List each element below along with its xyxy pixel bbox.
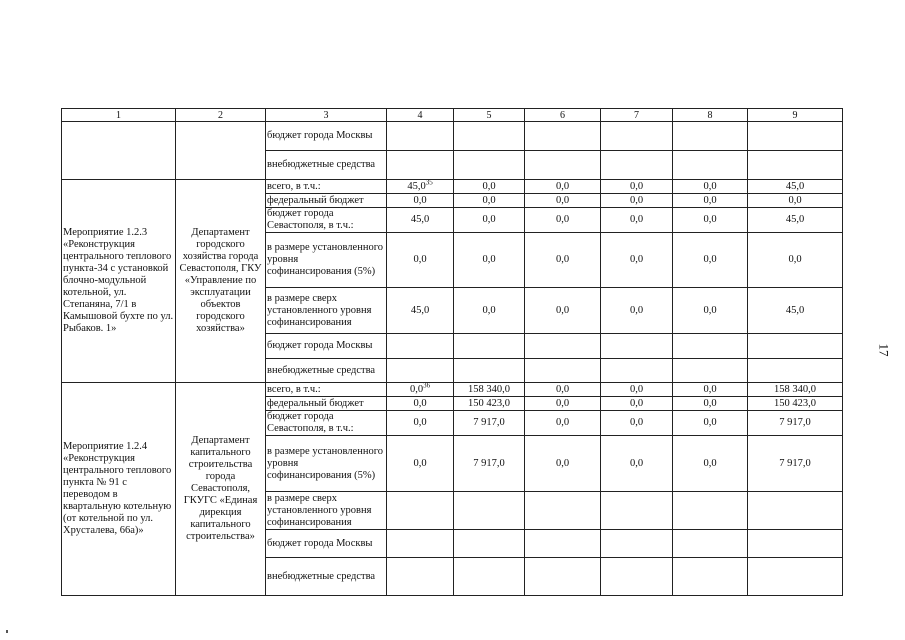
value-text: 0,0 [482,304,496,316]
value-cell [387,180,454,194]
value-text: 45,0 [407,180,426,192]
value-cell [748,180,843,194]
header-cell: 6 [525,109,601,122]
value-text: 0,0 [703,180,717,192]
measure-title-cell: Мероприятие 1.2.4 «Реконструкция центрального теплового пункта № 91 с переводом в квартальную котельную (от котельной по ул. Хрусталева, 66а)» [62,383,176,596]
value-text: 0,0 [555,457,570,469]
value-cell [673,397,748,411]
value-cell [387,334,454,359]
value-cell [387,397,454,411]
value-cell [601,288,673,334]
value-cell [601,411,673,436]
value-text: 0,0 [555,194,570,206]
header-cell: 3 [266,109,387,122]
value-cell [525,151,601,180]
value-cell [454,492,525,530]
value-cell [748,208,843,233]
value-text: 150 423,0 [468,397,510,409]
table-row [62,122,843,151]
value-cell [525,411,601,436]
value-cell [525,194,601,208]
header-cell: 9 [748,109,843,122]
value-cell [454,530,525,558]
value-text: 0,0 [413,417,427,428]
value-text: 0,0 [629,383,644,395]
value-cell [454,397,525,411]
value-cell [601,383,673,397]
value-text: 7 917,0 [779,417,811,428]
value-cell [525,233,601,288]
value-cell [387,436,454,492]
value-cell [454,180,525,194]
value-text: 0,0 [788,254,802,265]
value-cell [601,530,673,558]
value-cell [387,558,454,596]
value-text: 0,0 [629,254,644,265]
value-cell [387,288,454,334]
table-body [62,109,843,596]
value-cell [601,180,673,194]
value-cell [748,436,843,492]
value-text: 0,0 [555,383,570,395]
value-cell [454,233,525,288]
value-cell [673,334,748,359]
scan-speck [6,630,8,633]
value-text: 0,0 [413,397,427,409]
value-text: 0,0 [409,383,424,395]
funding-source-cell: бюджет города Севастополя, в т.ч.: [266,411,387,436]
funding-source-cell: в размере сверх установленного уровня софинансирования [266,288,387,334]
value-cell [748,411,843,436]
value-cell [673,492,748,530]
value-text: 0,0 [703,417,717,428]
value-text: 0,0 [555,214,570,225]
value-text: 45,0 [410,214,430,225]
funding-source-cell: внебюджетные средства [266,151,387,180]
value-cell [454,151,525,180]
value-text: 0,0 [413,457,427,469]
footnote-marker: 35 [425,179,433,186]
value-text: 0,0 [629,180,644,192]
executor-cell [176,122,266,180]
header-cell: 8 [673,109,748,122]
value-cell [601,397,673,411]
value-cell [525,122,601,151]
value-cell [387,233,454,288]
value-text: 0,0 [555,417,570,428]
value-text: 0,0 [788,194,802,206]
value-cell [748,397,843,411]
value-cell [601,558,673,596]
value-cell [454,383,525,397]
value-cell [748,492,843,530]
header-row [62,109,843,122]
value-cell [387,359,454,383]
value-cell [748,334,843,359]
value-text: 0,0 [703,254,717,265]
value-cell [748,194,843,208]
value-cell [525,558,601,596]
value-text: 0,0 [629,304,644,316]
value-cell [387,151,454,180]
value-cell [454,436,525,492]
value-text: 158 340,0 [774,383,816,395]
value-text: 0,0 [482,194,496,206]
value-cell [454,558,525,596]
value-text: 0,0 [629,397,644,409]
funding-source-cell: всего, в т.ч.: [266,383,387,397]
header-cell: 2 [176,109,266,122]
value-text: 0,0 [703,397,717,409]
measure-title-cell: Мероприятие 1.2.3 «Реконструкция центрального теплового пункта-34 с установкой блочно-модульной котельной, ул. Степаняна, 7/1 в Камышовой бухте по ул. Рыбаков. 1» [62,180,176,383]
value-cell [748,359,843,383]
value-text: 7 917,0 [473,417,505,428]
value-cell [673,208,748,233]
value-text: 0,0 [629,214,644,225]
value-text: 45,0 [785,214,805,225]
funding-source-cell: бюджет города Москвы [266,530,387,558]
executor-cell: Департамент городского хозяйства города Севастополя, ГКУ «Управление по эксплуатации объектов городского хозяйства» [176,180,266,383]
value-text: 0,0 [629,417,644,428]
funding-source-cell: в размере сверх установленного уровня софинансирования [266,492,387,530]
value-cell [748,530,843,558]
value-cell [454,208,525,233]
funding-source-cell: всего, в т.ч.: [266,180,387,194]
value-text: 45,0 [410,304,430,316]
header-cell: 5 [454,109,525,122]
value-cell [525,530,601,558]
value-text: 0,0 [413,194,427,206]
value-cell [387,383,454,397]
value-text: 150 423,0 [774,397,816,409]
value-text: 158 340,0 [468,383,510,395]
value-cell [387,122,454,151]
value-cell [673,383,748,397]
value-text: 0,0 [482,254,496,265]
value-cell [673,411,748,436]
value-cell [387,492,454,530]
value-cell [525,180,601,194]
value-cell [525,383,601,397]
value-cell [454,288,525,334]
value-text: 45,0 [785,180,805,192]
value-cell [673,233,748,288]
executor-cell: Департамент капитального строительства города Севастополя, ГКУГС «Единая дирекция капитального строительства» [176,383,266,596]
value-cell [387,411,454,436]
funding-source-cell: бюджет города Москвы [266,122,387,151]
funding-source-cell: внебюджетные средства [266,359,387,383]
value-text: 0,0 [703,457,717,469]
value-cell [601,208,673,233]
value-text: 7 917,0 [779,457,811,469]
value-cell [525,359,601,383]
value-cell [387,194,454,208]
value-cell [673,288,748,334]
value-text: 0,0 [413,254,427,265]
value-text: 0,0 [555,397,570,409]
funding-source-cell: федеральный бюджет [266,194,387,208]
footnote-marker: 36 [423,382,431,389]
value-cell [748,383,843,397]
value-cell [601,492,673,530]
value-text: 0,0 [482,214,496,225]
value-cell [748,288,843,334]
header-cell: 1 [62,109,176,122]
value-cell [673,194,748,208]
value-cell [525,436,601,492]
value-text: 0,0 [555,254,570,265]
value-cell [748,558,843,596]
funding-source-cell: федеральный бюджет [266,397,387,411]
funding-source-cell: бюджет города Москвы [266,334,387,359]
value-cell [601,334,673,359]
table-row [62,180,843,194]
value-cell [601,122,673,151]
value-cell [601,233,673,288]
value-cell [748,122,843,151]
value-cell [673,436,748,492]
value-cell [525,208,601,233]
funding-source-cell: бюджет города Севастополя, в т.ч.: [266,208,387,233]
value-text: 0,0 [703,383,717,395]
value-cell [387,530,454,558]
value-cell [673,558,748,596]
value-text: 0,0 [703,304,717,316]
value-text: 0,0 [703,214,717,225]
value-text: 7 917,0 [473,457,505,469]
value-cell [748,233,843,288]
value-cell [673,151,748,180]
value-cell [748,151,843,180]
value-cell [454,194,525,208]
header-cell: 4 [387,109,454,122]
value-text: 0,0 [629,457,644,469]
value-cell [673,359,748,383]
value-cell [525,288,601,334]
funding-table [61,108,843,596]
page-number: 17 [876,343,892,357]
value-cell [601,151,673,180]
measure-cell [62,122,176,180]
funding-source-cell: в размере установленного уровня софинансирования (5%) [266,233,387,288]
value-cell [601,436,673,492]
value-cell [525,397,601,411]
value-cell [454,122,525,151]
value-text: 0,0 [482,180,496,192]
funding-source-cell: в размере установленного уровня софинансирования (5%) [266,436,387,492]
value-cell [387,208,454,233]
value-cell [525,492,601,530]
value-text: 0,0 [703,194,717,206]
value-text: 0,0 [555,304,570,316]
value-cell [673,122,748,151]
value-cell [454,334,525,359]
header-cell: 7 [601,109,673,122]
funding-source-cell: внебюджетные средства [266,558,387,596]
value-cell [454,359,525,383]
value-cell [673,530,748,558]
value-cell [525,334,601,359]
value-text: 45,0 [785,304,805,316]
value-text: 0,0 [629,194,644,206]
value-cell [673,180,748,194]
value-text: 0,0 [555,180,570,192]
value-cell [601,194,673,208]
table-row [62,383,843,397]
value-cell [454,411,525,436]
value-cell [601,359,673,383]
